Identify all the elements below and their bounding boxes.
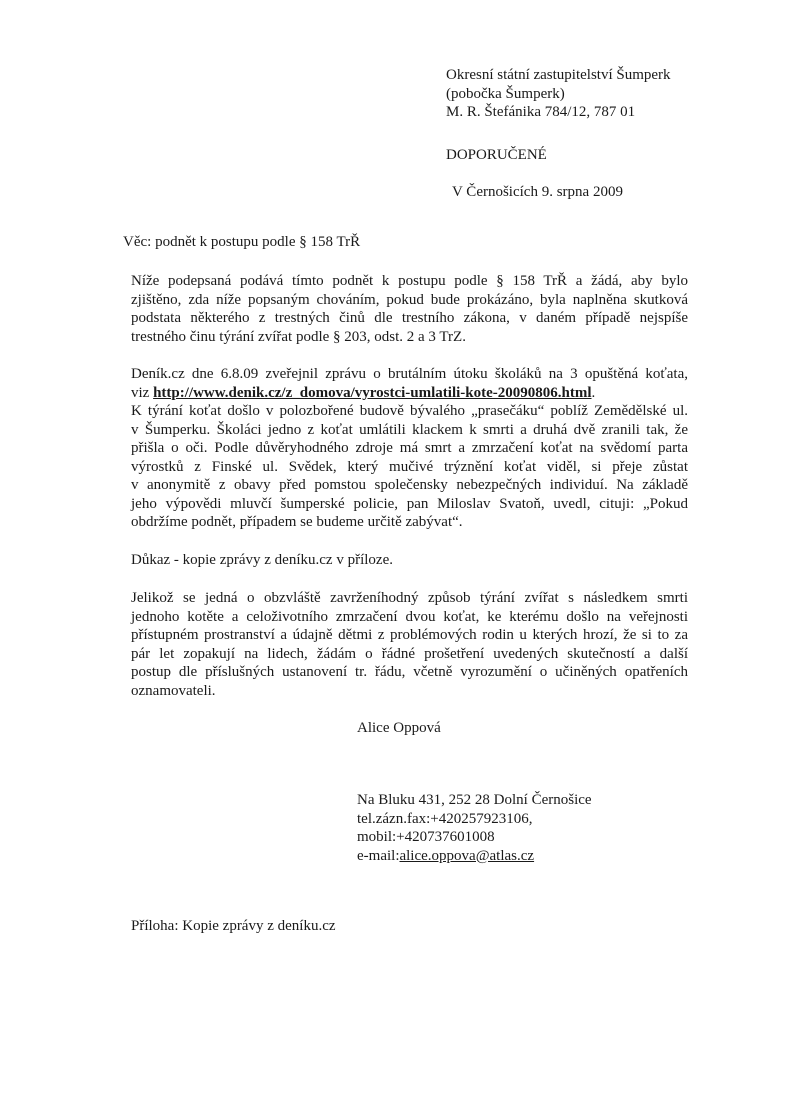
paragraph-line: oznamovateli. [131, 682, 216, 699]
recipient-address [446, 66, 776, 122]
paragraph-line: v anonymitě z obavy před pomstou společensky nebezpečných individuí. Na základě [131, 477, 688, 493]
paragraph-line: trestného činu týrání zvířat podle § 203, odst. 2 a 3 TrZ. [131, 328, 466, 345]
paragraph-line: Níže podepsaná podává tímto podnět k postupu podle § 158 TrŘ a žádá, aby bylo [131, 273, 688, 289]
subject-line: Věc: podnět k postupu podle § 158 TrŘ [123, 234, 361, 250]
paragraph-line: K týrání koťat došlo v polozbořené budově bývalého „prasečáku“ poblíž Zemědělské ul. [131, 403, 688, 419]
news-article-link[interactable]: http://www.denik.cz/z_domova/vyrostci-umlatili-kote-20090806.html [153, 384, 592, 401]
recipient-line: M. R. Štefánika 784/12, 787 01 [446, 104, 636, 120]
attachment-line: Příloha: Kopie zprávy z deníku.cz [131, 918, 336, 934]
paragraph-incident [131, 365, 688, 532]
paragraph-line: postup dle příslušných ustanovení tr. řádu, včetně vyrozumění o učiněných opatřeních [131, 664, 688, 680]
signature-name: Alice Oppová [357, 720, 441, 736]
paragraph-line: Deník.cz dne 6.8.09 zveřejnil zprávu o brutálním útoku školáků na 3 opuštěná koťata, [131, 366, 688, 382]
contact-address: Na Bluku 431, 252 28 Dolní Černošice [357, 792, 592, 808]
paragraph-line: obdržíme podnět, případem se budeme určitě zabývat“. [131, 514, 463, 530]
email-prefix: e-mail: [357, 847, 400, 864]
paragraph-line: přístupném prostranství a údajně dětmi z problémových rodin u kterých hrozí, že si to za [131, 627, 688, 643]
paragraph-line: Jelikož se jedná o obzvláště zavrženíhodný způsob týrání zvířat s následkem smrti [131, 590, 688, 606]
paragraph-line: podstata některého z trestných činů dle trestního zákona, v daném případě nejspíše [131, 310, 688, 326]
recipient-line: (pobočka Šumperk) [446, 85, 565, 102]
delivery-mark: DOPORUČENÉ [446, 147, 547, 163]
source-line [131, 384, 688, 403]
contact-tel-fax: tel.zázn.fax:+420257923106, [357, 810, 533, 827]
link-suffix: . [591, 384, 596, 401]
paragraph-line: přišla o oči. Podle důvěryhodného zdroje má smrt a zmrzačení koťat na svědomí parta [131, 440, 688, 456]
paragraph-line: výrostků z Finské ul. Svědek, který mučivé trýznění koťat viděl, si přeje zůstat [131, 458, 688, 475]
paragraph-line: jeho výpovědi mluvčí šumperské policie, pan Miloslav Svatoň, uvedl, cituji: „Pokud [131, 495, 688, 512]
evidence-line: Důkaz - kopie zprávy z deníku.cz v příloze. [131, 552, 393, 568]
place-date: V Černošicích 9. srpna 2009 [452, 184, 623, 200]
contact-block [357, 791, 687, 865]
paragraph-request [131, 272, 688, 346]
viz-prefix: viz [131, 384, 154, 401]
recipient-line: Okresní státní zastupitelství Šumperk [446, 67, 671, 83]
paragraph-line: zjištěno, zda níže popsaným chováním, pokud bude prokázáno, byla naplněna skutková [131, 291, 688, 308]
paragraph-line: jednoho kotěte a celoživotního zmrzačení dvou koťat, ke kterému došlo na veřejnosti [131, 608, 688, 625]
contact-email-line [357, 847, 687, 866]
contact-mobile: mobil:+420737601008 [357, 829, 495, 845]
paragraph-line: pár let zopakují na lidech, žádám o řádné prošetření uvedených skutečností a další [131, 645, 688, 662]
paragraph-demand [131, 589, 688, 700]
email-link[interactable]: alice.oppova@atlas.cz [399, 847, 535, 864]
paragraph-line: v Šumperku. Školáci jedno z koťat umlátili klackem k smrti a druhá dvě zranili tak, že [131, 421, 688, 438]
